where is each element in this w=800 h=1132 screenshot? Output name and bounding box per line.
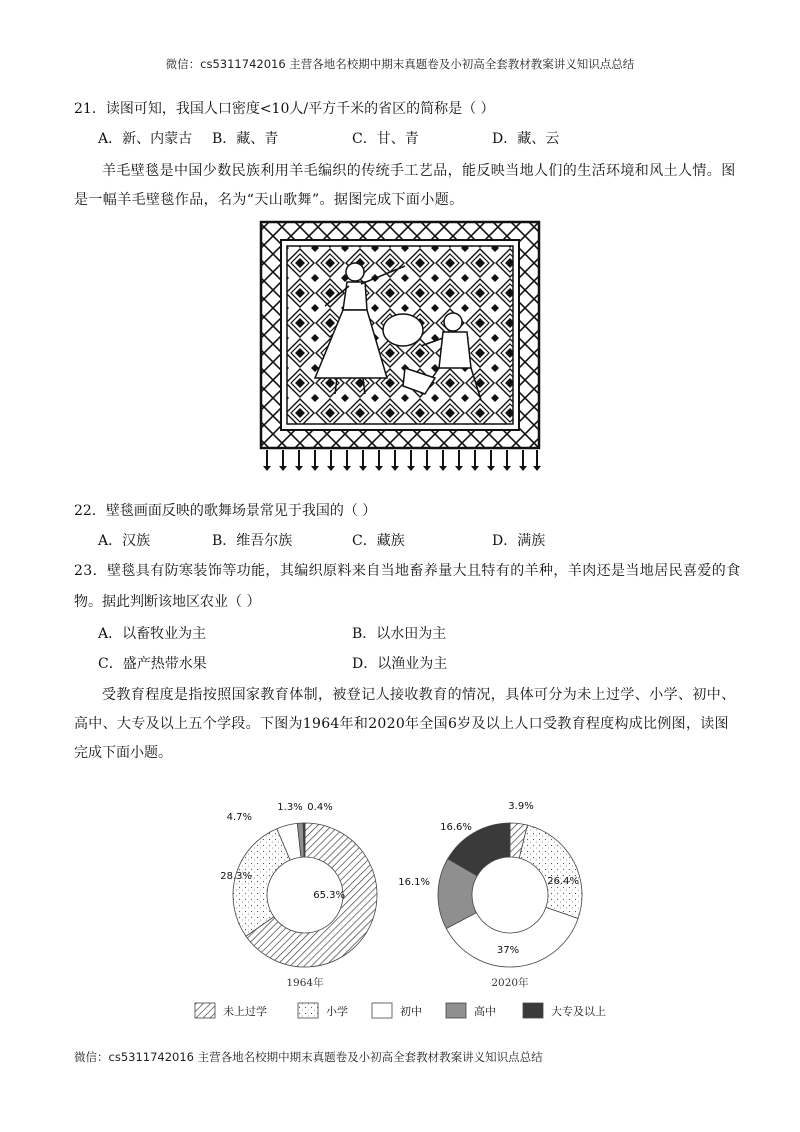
legend-item-2 bbox=[372, 1003, 422, 1018]
q23-option-b[interactable]: B．以水田为主 bbox=[352, 626, 447, 642]
slice-label-0-3: 1.3% bbox=[277, 802, 303, 813]
slice-label-1-1: 26.4% bbox=[547, 876, 579, 887]
legend-label-1: 小学 bbox=[326, 1005, 348, 1018]
q22-option-d[interactable]: D．满族 bbox=[492, 533, 546, 549]
legend-label-2: 初中 bbox=[400, 1005, 422, 1018]
tapestry-illustration bbox=[255, 218, 545, 472]
q23-option-c[interactable]: C．盛产热带水果 bbox=[98, 656, 207, 672]
legend-swatch-1 bbox=[298, 1003, 318, 1018]
q22-option-a[interactable]: A．汉族 bbox=[98, 533, 151, 549]
legend-label-4: 大专及以上 bbox=[551, 1005, 606, 1018]
legend-item-0 bbox=[195, 1003, 267, 1018]
legend-swatch-2 bbox=[372, 1003, 392, 1018]
chart-title-1: 2020年 bbox=[491, 977, 529, 989]
legend-label-3: 高中 bbox=[474, 1005, 496, 1018]
q23-stem-line2: 物。据此判断该地区农业（ ） bbox=[74, 594, 261, 610]
slice-label-0-0: 65.3% bbox=[313, 890, 345, 901]
q21-option-b[interactable]: B．藏、青 bbox=[212, 131, 279, 147]
q23-option-d[interactable]: D．以渔业为主 bbox=[352, 656, 448, 672]
slice-label-0-2: 4.7% bbox=[226, 812, 252, 823]
q23-option-a[interactable]: A．以畜牧业为主 bbox=[98, 626, 207, 642]
slice-label-0-1: 28.3% bbox=[220, 871, 252, 882]
chart-title-0: 1964年 bbox=[286, 977, 324, 989]
donut-slice-0-1 bbox=[233, 829, 290, 936]
page-header: 微信：cs5311742016 主营各地名校期中期末真题卷及小初高全套教材教案讲义知识点总结 bbox=[165, 57, 635, 71]
slice-label-1-3: 16.1% bbox=[398, 877, 430, 888]
legend-item-4 bbox=[523, 1003, 606, 1018]
q23-stem-line1: 23．壁毯具有防寒装饰等功能，其编织原料来自当地畜养量大且特有的羊种，羊肉还是当地居民喜爱的食 bbox=[74, 563, 741, 579]
slice-label-0-4: 0.4% bbox=[307, 802, 333, 813]
q22-stem: 22．壁毯画面反映的歌舞场景常见于我国的（ ） bbox=[74, 503, 377, 519]
slice-label-1-2: 37% bbox=[496, 945, 520, 956]
legend-item-3 bbox=[446, 1003, 496, 1018]
donut-slice-1-1 bbox=[519, 825, 582, 918]
q21-stem: 21．读图可知，我国人口密度<10人/平方千米的省区的简称是（ ） bbox=[74, 101, 495, 117]
intro1-line2: 是一幅羊毛壁毯作品，名为“天山歌舞”。据图完成下面小题。 bbox=[74, 192, 464, 208]
page-footer: 微信：cs5311742016 主营各地名校期中期末真题卷及小初高全套教材教案讲义知识点总结 bbox=[74, 1050, 543, 1064]
slice-label-1-4: 16.6% bbox=[440, 822, 472, 833]
intro2-line1: 受教育程度是指按照国家教育体制，被登记人接收教育的情况，具体可分为未上过学、小学、初中、 bbox=[102, 687, 736, 703]
slice-label-1-0: 3.9% bbox=[508, 801, 534, 812]
q22-option-b[interactable]: B．维吾尔族 bbox=[212, 533, 293, 549]
legend-swatch-3 bbox=[446, 1003, 466, 1018]
legend-item-1 bbox=[298, 1003, 348, 1018]
intro2-line2: 高中、大专及以上五个学段。下图为1964年和2020年全国6岁及以上人口受教育程度构成比例图，读图 bbox=[74, 716, 729, 732]
intro2-line3: 完成下面小题。 bbox=[74, 745, 172, 761]
q21-option-a[interactable]: A．新、内蒙古 bbox=[98, 131, 193, 147]
legend-label-0: 未上过学 bbox=[223, 1005, 267, 1018]
education-donut-charts bbox=[190, 790, 620, 1030]
legend-swatch-4 bbox=[523, 1003, 543, 1018]
intro1-line1: 羊毛壁毯是中国少数民族利用羊毛编织的传统手工艺品，能反映当地人们的生活环境和风土人情。图 bbox=[102, 163, 736, 179]
q22-option-c[interactable]: C．藏族 bbox=[352, 533, 405, 549]
q21-option-d[interactable]: D．藏、云 bbox=[492, 131, 560, 147]
q21-option-c[interactable]: C．甘、青 bbox=[352, 131, 419, 147]
legend-swatch-0 bbox=[195, 1003, 215, 1018]
